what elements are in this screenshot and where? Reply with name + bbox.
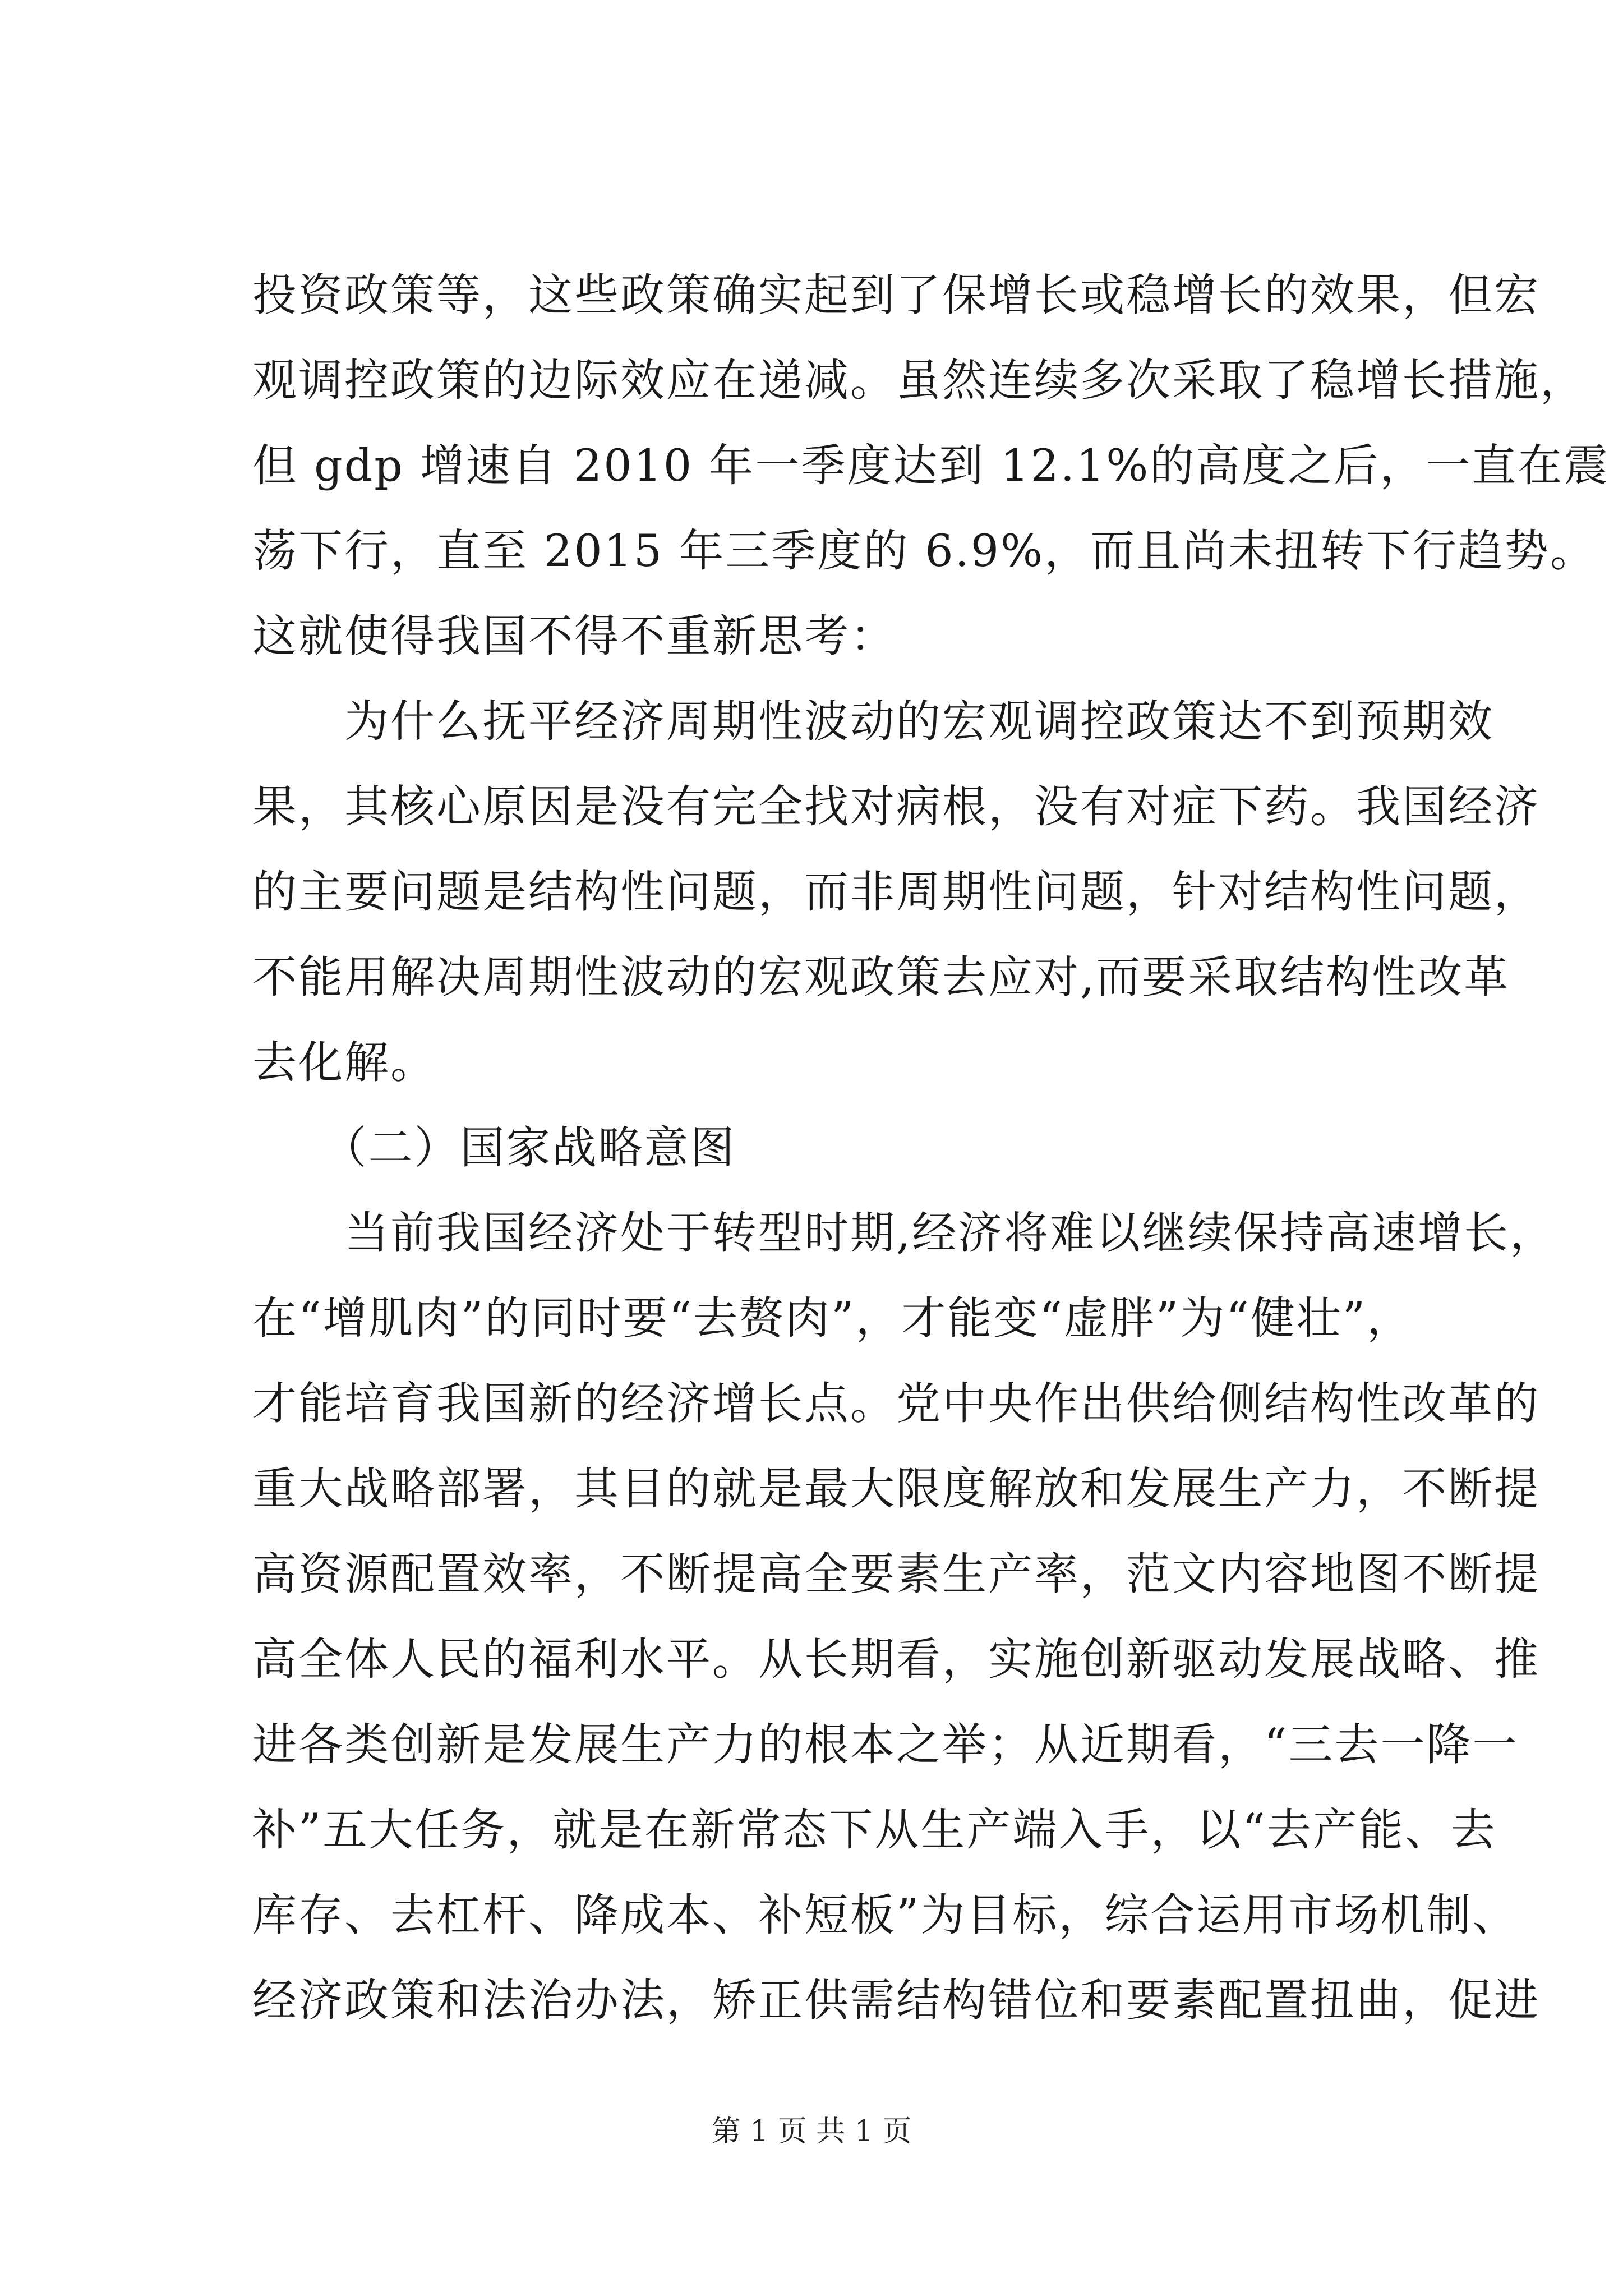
section-heading: （二）国家战略意图 bbox=[252, 1122, 736, 1174]
text-line: 的主要问题是结构性问题，而非周期性问题，针对结构性问题， bbox=[252, 866, 1540, 918]
text-line: 观调控政策的边际效应在递减。虽然连续多次采取了稳增长措施， bbox=[252, 355, 1586, 406]
text-line: 当前我国经济处于转型时期,经济将难以继续保持高速增长， bbox=[252, 1207, 1556, 1259]
text-line: 重大战略部署，其目的就是最大限度解放和发展生产力，不断提 bbox=[252, 1463, 1540, 1515]
text-line: 经济政策和法治办法，矫正供需结构错位和要素配置扭曲，促进 bbox=[252, 1975, 1540, 2026]
page-footer: 第 1 页 共 1 页 bbox=[711, 2115, 912, 2148]
text-line: 但 gdp 增速自 2010 年一季度达到 12.1%的高度之后，一直在震 bbox=[252, 440, 1610, 491]
text-line: 果，其核心原因是没有完全找对病根，没有对症下药。我国经济 bbox=[252, 781, 1540, 832]
text-line: 投资政策等，这些政策确实起到了保增长或稳增长的效果，但宏 bbox=[252, 269, 1540, 321]
document-body bbox=[252, 252, 1610, 2043]
text-line: 在“增肌肉”的同时要“去赘肉”，才能变“虚胖”为“健壮”， bbox=[252, 1292, 1413, 1344]
text-line: 高资源配置效率，不断提高全要素生产率，范文内容地图不断提 bbox=[252, 1548, 1540, 1600]
text-line: 库存、去杠杆、降成本、补短板”为目标，综合运用市场机制、 bbox=[252, 1889, 1519, 1941]
text-line: 为什么抚平经济周期性波动的宏观调控政策达不到预期效 bbox=[252, 696, 1494, 747]
text-line: 不能用解决周期性波动的宏观政策去应对,而要采取结构性改革 bbox=[252, 951, 1510, 1003]
text-line: 补”五大任务，就是在新常态下从生产端入手，以“去产能、去 bbox=[252, 1804, 1497, 1856]
text-line: 进各类创新是发展生产力的根本之举；从近期看，“三去一降一 bbox=[252, 1719, 1519, 1770]
text-line: 去化解。 bbox=[252, 1037, 436, 1088]
text-line: 高全体人民的福利水平。从长期看，实施创新驱动发展战略、推 bbox=[252, 1634, 1540, 1685]
text-line: 才能培育我国新的经济增长点。党中央作出供给侧结构性改革的 bbox=[252, 1378, 1540, 1429]
text-line: 荡下行，直至 2015 年三季度的 6.9%，而且尚未扭转下行趋势。 bbox=[252, 525, 1597, 577]
text-line: 这就使得我国不得不重新思考： bbox=[252, 610, 896, 662]
